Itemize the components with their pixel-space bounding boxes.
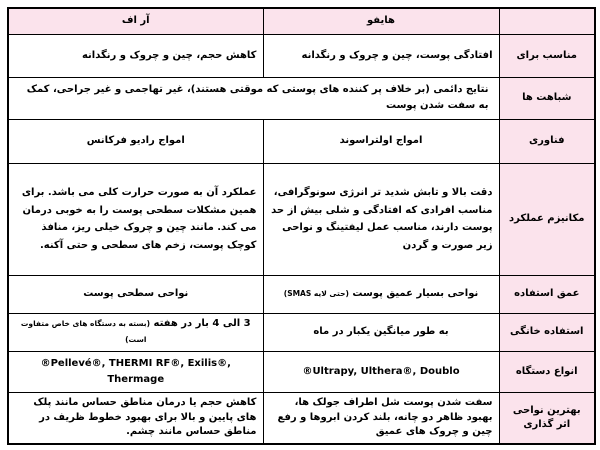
header-row <box>8 8 595 34</box>
label-devices: انواع دستگاه <box>499 351 595 392</box>
home-use-rf-note: (بسته به دستگاه های خاص متفاوت است) <box>20 319 151 344</box>
row-depth <box>8 275 595 313</box>
technology-rf: امواج رادیو فرکانس <box>8 119 263 163</box>
depth-hifu-main: نواحی بسیار عمیق پوست <box>352 288 479 299</box>
suitable-for-rf: کاهش حجم، چین و چروک و رنگدانه <box>8 34 263 77</box>
home-use-rf <box>8 313 263 351</box>
mechanism-rf: عملکرد آن به صورت حرارت کلی می باشد. برای همین مشکلات سطحی پوست را به خوبی درمان می کند. مانند چین و چروک خیلی ریز، منافذ کوچک پوست، زخم های سطحی و حتی آکنه. <box>8 163 263 275</box>
row-devices <box>8 351 595 392</box>
label-similarities: شباهت ها <box>499 77 595 119</box>
corner-cell <box>499 8 595 34</box>
depth-hifu <box>263 275 499 313</box>
home-use-rf-main: 3 الی 4 بار در هفته <box>153 318 251 329</box>
best-areas-hifu: سفت شدن پوست شل اطراف جولک ها، بهبود ظاهر دو چانه، بلند کردن ابروها و رفع چین و چروک های عمیق <box>263 392 499 444</box>
header-hifu: هایفو <box>263 8 499 34</box>
devices-hifu: ®Ultrapy, Ulthera®, Doublo <box>263 351 499 392</box>
depth-rf: نواحی سطحی پوست <box>8 275 263 313</box>
depth-hifu-note: (حتی لایه SMAS) <box>283 289 349 298</box>
comparison-table <box>7 7 596 445</box>
suitable-for-hifu: افتادگی پوست، چین و چروک و رنگدانه <box>263 34 499 77</box>
label-suitable-for: مناسب برای <box>499 34 595 77</box>
row-home-use <box>8 313 595 351</box>
header-rf: آر اف <box>8 8 263 34</box>
row-technology <box>8 119 595 163</box>
row-best-areas <box>8 392 595 444</box>
label-home-use: استفاده خانگی <box>499 313 595 351</box>
label-mechanism: مکانیزم عملکرد <box>499 163 595 275</box>
label-best-areas: بهترین نواحی اثر گذاری <box>499 392 595 444</box>
similarities-text: نتایج دائمی (بر خلاف پر کننده های پوستی که موقتی هستند)، غیر تهاجمی و غیر جراحی، کمک به سفت شدن پوست <box>8 77 499 119</box>
label-depth: عمق استفاده <box>499 275 595 313</box>
home-use-hifu: به طور میانگین یکبار در ماه <box>263 313 499 351</box>
technology-hifu: امواج اولتراسوند <box>263 119 499 163</box>
row-mechanism <box>8 163 595 275</box>
devices-rf: ®Pellevé®, THERMI RF®, Exilis®, Thermage <box>8 351 263 392</box>
mechanism-hifu: دقت بالا و تابش شدید تر انرژی سونوگرافی، مناسب افرادی که افتادگی و شلی بیش از حد پوست دارند، مناسب عمل لیفتینگ و نواحی زیر صورت و گردن <box>263 163 499 275</box>
row-similarities <box>8 77 595 119</box>
best-areas-rf: کاهش حجم یا درمان مناطق حساس مانند پلک های پایین و بالا برای بهبود خطوط ظریف در مناطق حساس مانند چشم. <box>8 392 263 444</box>
row-suitable-for <box>8 34 595 77</box>
label-technology: فناوری <box>499 119 595 163</box>
